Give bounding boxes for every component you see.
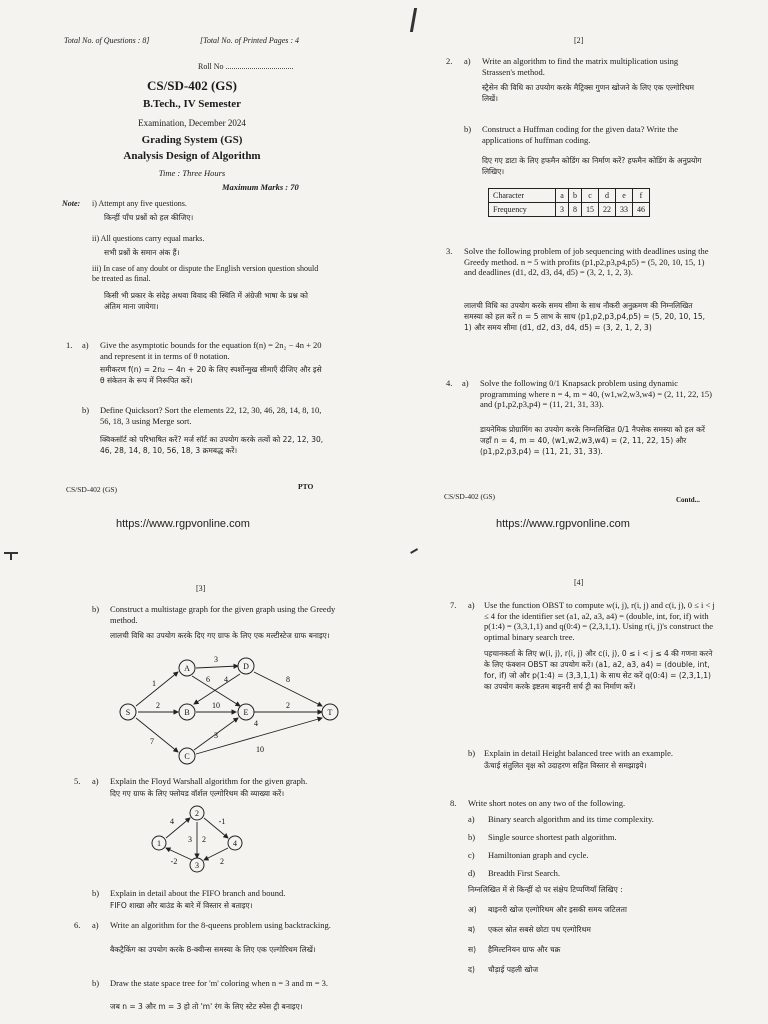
- node-label: A: [184, 664, 190, 673]
- q4a-text: Solve the following 0/1 Knapsack problem using dynamic programming where n = 4, m = 40, (w1,w2,w3,w4) = (2, 11, 22, 15) and (p1,p2,p3,p4) = (11, 21, 31, 33).: [480, 378, 712, 409]
- q8-hindi-item: बाइनरी खोज एल्गोरिथम और इसकी समय जटिलता: [488, 905, 627, 914]
- table-cell: 3: [556, 203, 569, 217]
- edge-weight: 3: [214, 655, 218, 664]
- q6a-hindi: बैकट्रैकिंग का उपयोग करके 8-क्वीन्स समस्या के लिए एक एल्गोरिथम लिखें।: [110, 945, 316, 954]
- q7a-hindi: पहचानकर्ता के लिए w(i, j), r(i, j) और c(i, j), 0 ≤ i < j ≤ 4 की गणना करने के लिए फंक्शन OBST का उपयोग करें। (a1, a2, a3, a4) = (double, int, for, if) जो और p(1:4) = (3,3,1,1) के साथ सेट करें q(0:4) = (2,3,1,1) का उपयोग करके इष्टतम बाइनरी सर्च ट्री का निर्माण करें।: [484, 649, 713, 691]
- table-row: [489, 203, 650, 217]
- q5a-hindi: दिए गए ग्राफ के लिए फ्लोयड वॉर्शल एल्गोरिथम की व्याख्या करें।: [110, 789, 285, 798]
- q5b-label: b): [92, 888, 100, 898]
- table-cell: d: [599, 189, 616, 203]
- note-1-hindi: किन्हीं पाँच प्रश्नों को हल कीजिए।: [104, 213, 194, 222]
- q5a-label: a): [92, 776, 99, 786]
- q8-item: Single source shortest path algorithm.: [488, 832, 617, 842]
- q1b-hindi: क्विकसॉर्ट को परिभाषित करें? मर्ज सॉर्ट का उपयोग करके तत्वों को 22, 12, 30, 46, 28, 14, 8, 10, 56, 18, 3 क्रमबद्ध करें।: [100, 435, 324, 455]
- graph-edges: [136, 666, 322, 754]
- q2a-hindi: स्ट्रैसेन की विधि का उपयोग करके मैट्रिक्स गुणन खोजने के लिए एक एल्गोरिथम लिखें।: [482, 83, 695, 103]
- edge-weight: 6: [206, 675, 210, 684]
- page-number: [3]: [196, 584, 206, 593]
- q7b-text: Explain in detail Height balanced tree with an example.: [484, 748, 674, 758]
- node-label: B: [184, 708, 190, 717]
- q2b-text: Construct a Huffman coding for the given data? Write the applications of huffman coding.: [482, 124, 678, 145]
- q7a-label: a): [468, 600, 475, 610]
- table-cell: 33: [616, 203, 633, 217]
- q4a-hindi: डायनेमिक प्रोग्रामिंग का उपयोग करके निम्नलिखित 0/1 नैपसेक समस्या को हल करें जहाँ n = 4, m = 40, (w1,w2,w3,w4) = (2, 11, 22, 15) और (p1,p2,p3,p4) = (11, 21, 31, 33).: [480, 425, 705, 456]
- q1a-hindi: समीकरण f(n) = 2n₂ − 4n + 20 के लिए स्पर्शोन्मुख सीमाएँ दीजिए और इसे θ संकेतन के रूप में निरूपित करें।: [100, 365, 322, 385]
- table-cell: 46: [633, 203, 650, 217]
- footer-code: CS/SD-402 (GS): [444, 492, 496, 501]
- q1a-text: Give the asymptotic bounds for the equation f(n) = 2n₂ − 4n + 20 and represent it in terms of θ notation.: [100, 340, 322, 361]
- q7b-label: b): [468, 748, 476, 758]
- edge-weight: 4: [254, 719, 258, 728]
- edge-weight: 2: [156, 701, 160, 710]
- floyd-warshall-graph: [138, 802, 258, 882]
- paper-code: CS/SD-402 (GS): [147, 78, 237, 93]
- q7a-text: Use the function OBST to compute w(i, j), r(i, j) and c(i, j), 0 ≤ i < j ≤ 4 for the identifier set (a1, a2, a3, a4) = (double, int, for, if) with p(1:4) = (3,3,1,1) and q(0:4) = (2,3,1,1). Using r(i, j)'s construct the optimal binary search tree.: [484, 600, 715, 642]
- q8-hindi-item: हैमिल्टनियन ग्राफ और चक्र: [488, 945, 561, 954]
- contd: Contd...: [676, 496, 700, 504]
- q5b-hindi: FIFO शाखा और बाउंड के बारे में विस्तार से बताइए।: [110, 901, 253, 910]
- q4a-label: a): [462, 378, 469, 388]
- scan-mark: [410, 548, 418, 553]
- q1a-label: a): [82, 340, 89, 350]
- q2b-hindi: दिए गए डाटा के लिए हफमैन कोडिंग का निर्माण करें? हफमैन कोडिंग के अनुप्रयोग लिखिए।: [482, 156, 702, 176]
- edge-weight: 3: [188, 835, 192, 844]
- note-label: Note:: [62, 199, 81, 208]
- q3-hindi: लालची विधि का उपयोग करके समय सीमा के साथ नौकरी अनुक्रमण की निम्नलिखित समस्या को हल करें n = 5 लाभ के साथ (p1,p2,p3,p4,p5) = (5, 20, 10, 15, 1) और समय सीमा (d1, d2, d3, d4, d5) = (3, 2, 1, 2, 3): [464, 301, 705, 332]
- table-cell: Frequency: [489, 203, 556, 217]
- q8-item-label: c): [468, 850, 475, 860]
- edge-weight: 8: [286, 675, 290, 684]
- page-number: [4]: [574, 578, 584, 587]
- page-3: [0, 512, 384, 1024]
- edge-weight: -1: [218, 817, 226, 826]
- table-cell: e: [616, 189, 633, 203]
- edge-weight: 10: [256, 745, 264, 754]
- table-cell: Character: [489, 189, 556, 203]
- q3-text: Solve the following problem of job sequencing with deadlines using the Greedy method. n = 5 with profits (p1,p2,p3,p4,p5) = (5, 20, 10, 15, 1) and deadlines (d1, d2, d3, d4, d5) = (3, 2, 1, 2, 3).: [464, 246, 709, 277]
- multistage-graph: [110, 652, 350, 767]
- watermark-url: https://www.rgpvonline.com: [116, 518, 250, 530]
- edge-weight: 3: [214, 731, 218, 740]
- note-2: ii) All questions carry equal marks.: [92, 234, 205, 243]
- node-label: 2: [195, 809, 199, 818]
- q7b-hindi: ऊँचाई संतुलित वृक्ष को उदाहरण सहित विस्तार से समझाइये।: [484, 761, 647, 770]
- edge-weight: 4: [224, 675, 228, 684]
- edge-weight: 2: [202, 835, 206, 844]
- roll-no: Roll No ..................................: [198, 62, 294, 71]
- edge-weight: 7: [150, 737, 154, 746]
- note-2-hindi: सभी प्रश्नों के समान अंक हैं।: [104, 248, 180, 257]
- q8-hindi-item-label: ब): [468, 925, 476, 934]
- edge-weight: 10: [212, 701, 220, 710]
- footer-code: CS/SD-402 (GS): [66, 485, 118, 494]
- q8-text: Write short notes on any two of the following.: [468, 798, 626, 808]
- q8-hindi-item: चौड़ाई पहली खोज: [488, 965, 539, 974]
- q6a-label: a): [92, 920, 99, 930]
- q8-hindi: निम्नलिखित में से किन्हीं दो पर संक्षेप टिप्पणियाँ लिखिए :: [468, 885, 623, 894]
- note-3-hindi: किसी भी प्रकार के संदेह अथवा विवाद की स्थिति में अंग्रेजी भाषा के प्रश्न को अंतिम माना जायेगा।: [104, 291, 308, 311]
- subject: Analysis Design of Algorithm: [123, 150, 261, 162]
- q8-item: Binary search algorithm and its time complexity.: [488, 814, 654, 824]
- q4b-text: Construct a multistage graph for the given graph using the Greedy method.: [110, 604, 336, 625]
- node-label: E: [243, 708, 249, 717]
- node-label: 4: [233, 839, 237, 848]
- page-number: [2]: [574, 36, 584, 45]
- q5a-text: Explain the Floyd Warshall algorithm for the given graph.: [110, 776, 308, 786]
- total-questions: Total No. of Questions : 8]: [64, 36, 150, 45]
- q1b-text: Define Quicksort? Sort the elements 22, 12, 30, 46, 28, 14, 8, 10, 56, 18, 3 using Merge sort.: [100, 405, 322, 426]
- node-label: T: [327, 708, 333, 717]
- total-pages: [Total No. of Printed Pages : 4: [200, 36, 300, 45]
- q8-number: 8.: [450, 798, 457, 808]
- table-cell: 8: [569, 203, 582, 217]
- table-cell: c: [582, 189, 599, 203]
- edge-weight: -2: [170, 857, 178, 866]
- q8-item: Hamiltonian graph and cycle.: [488, 850, 589, 860]
- q2b-label: b): [464, 124, 472, 134]
- graph-nodes: [120, 658, 338, 764]
- edge-weight: 2: [286, 701, 290, 710]
- page-4: [384, 512, 768, 1024]
- q2-number: 2.: [446, 56, 453, 66]
- page-2: [384, 0, 768, 530]
- q8-hindi-item: एकल स्रोत सबसे छोटा पथ एल्गोरिथम: [488, 925, 591, 934]
- q6b-text: Draw the state space tree for 'm' coloring when n = 3 and m = 3.: [110, 978, 328, 988]
- node-label: D: [243, 662, 249, 671]
- q6b-hindi: जब n = 3 और m = 3 हो तो 'm' रंग के लिए स्टेट स्पेस ट्री बनाइए।: [110, 1002, 303, 1011]
- scan-mark: [410, 8, 417, 32]
- huffman-table: [488, 188, 650, 217]
- table-cell: b: [569, 189, 582, 203]
- note-1: i) Attempt any five questions.: [92, 199, 187, 208]
- q5b-text: Explain in detail about the FIFO branch and bound.: [110, 888, 286, 898]
- q2a-text: Write an algorithm to find the matrix multiplication using Strassen's method.: [482, 56, 679, 77]
- node-label: 3: [195, 861, 199, 870]
- q6b-label: b): [92, 978, 100, 988]
- edge-weight: 4: [170, 817, 174, 826]
- table-cell: f: [633, 189, 650, 203]
- edge-weight: 2: [220, 857, 224, 866]
- q4b-label: b): [92, 604, 100, 614]
- page-1: [0, 0, 384, 530]
- q8-item-label: b): [468, 832, 476, 842]
- q8-hindi-item-label: द): [468, 965, 475, 974]
- note-3: iii) In case of any doubt or dispute the English version question should be treated as final.: [92, 264, 319, 283]
- q3-number: 3.: [446, 246, 453, 256]
- watermark-url: https://www.rgpvonline.com: [496, 518, 630, 530]
- grading-system: Grading System (GS): [141, 134, 243, 146]
- scan-mark: [10, 552, 12, 560]
- q6-number: 6.: [74, 920, 81, 930]
- q7-number: 7.: [450, 600, 457, 610]
- q8-hindi-item-label: अ): [468, 905, 477, 914]
- table-cell: 15: [582, 203, 599, 217]
- q4-number: 4.: [446, 378, 453, 388]
- max-marks: Maximum Marks : 70: [222, 182, 299, 192]
- node-label: 1: [157, 839, 161, 848]
- q8-item-label: a): [468, 814, 475, 824]
- q8-hindi-item-label: स): [468, 945, 476, 954]
- table-cell: a: [556, 189, 569, 203]
- course: B.Tech., IV Semester: [142, 98, 242, 110]
- q8-item: Breadth First Search.: [488, 868, 560, 878]
- q5-number: 5.: [74, 776, 81, 786]
- exam: Examination, December 2024: [138, 118, 246, 128]
- table-row: [489, 189, 650, 203]
- q2a-label: a): [464, 56, 471, 66]
- q1-number: 1.: [66, 340, 73, 350]
- edge-weight: 1: [152, 679, 156, 688]
- time: Time : Three Hours: [158, 168, 226, 178]
- q8-item-label: d): [468, 868, 476, 878]
- node-label: C: [184, 752, 190, 761]
- q1b-label: b): [82, 405, 90, 415]
- q4b-hindi: लालची विधि का उपयोग करके दिए गए ग्राफ के लिए एक मल्टीस्टेज ग्राफ बनाइए।: [110, 631, 330, 640]
- q6a-text: Write an algorithm for the 8-queens problem using backtracking.: [110, 920, 331, 930]
- table-cell: 22: [599, 203, 616, 217]
- node-label: S: [125, 708, 131, 717]
- pto: PTO: [298, 482, 314, 491]
